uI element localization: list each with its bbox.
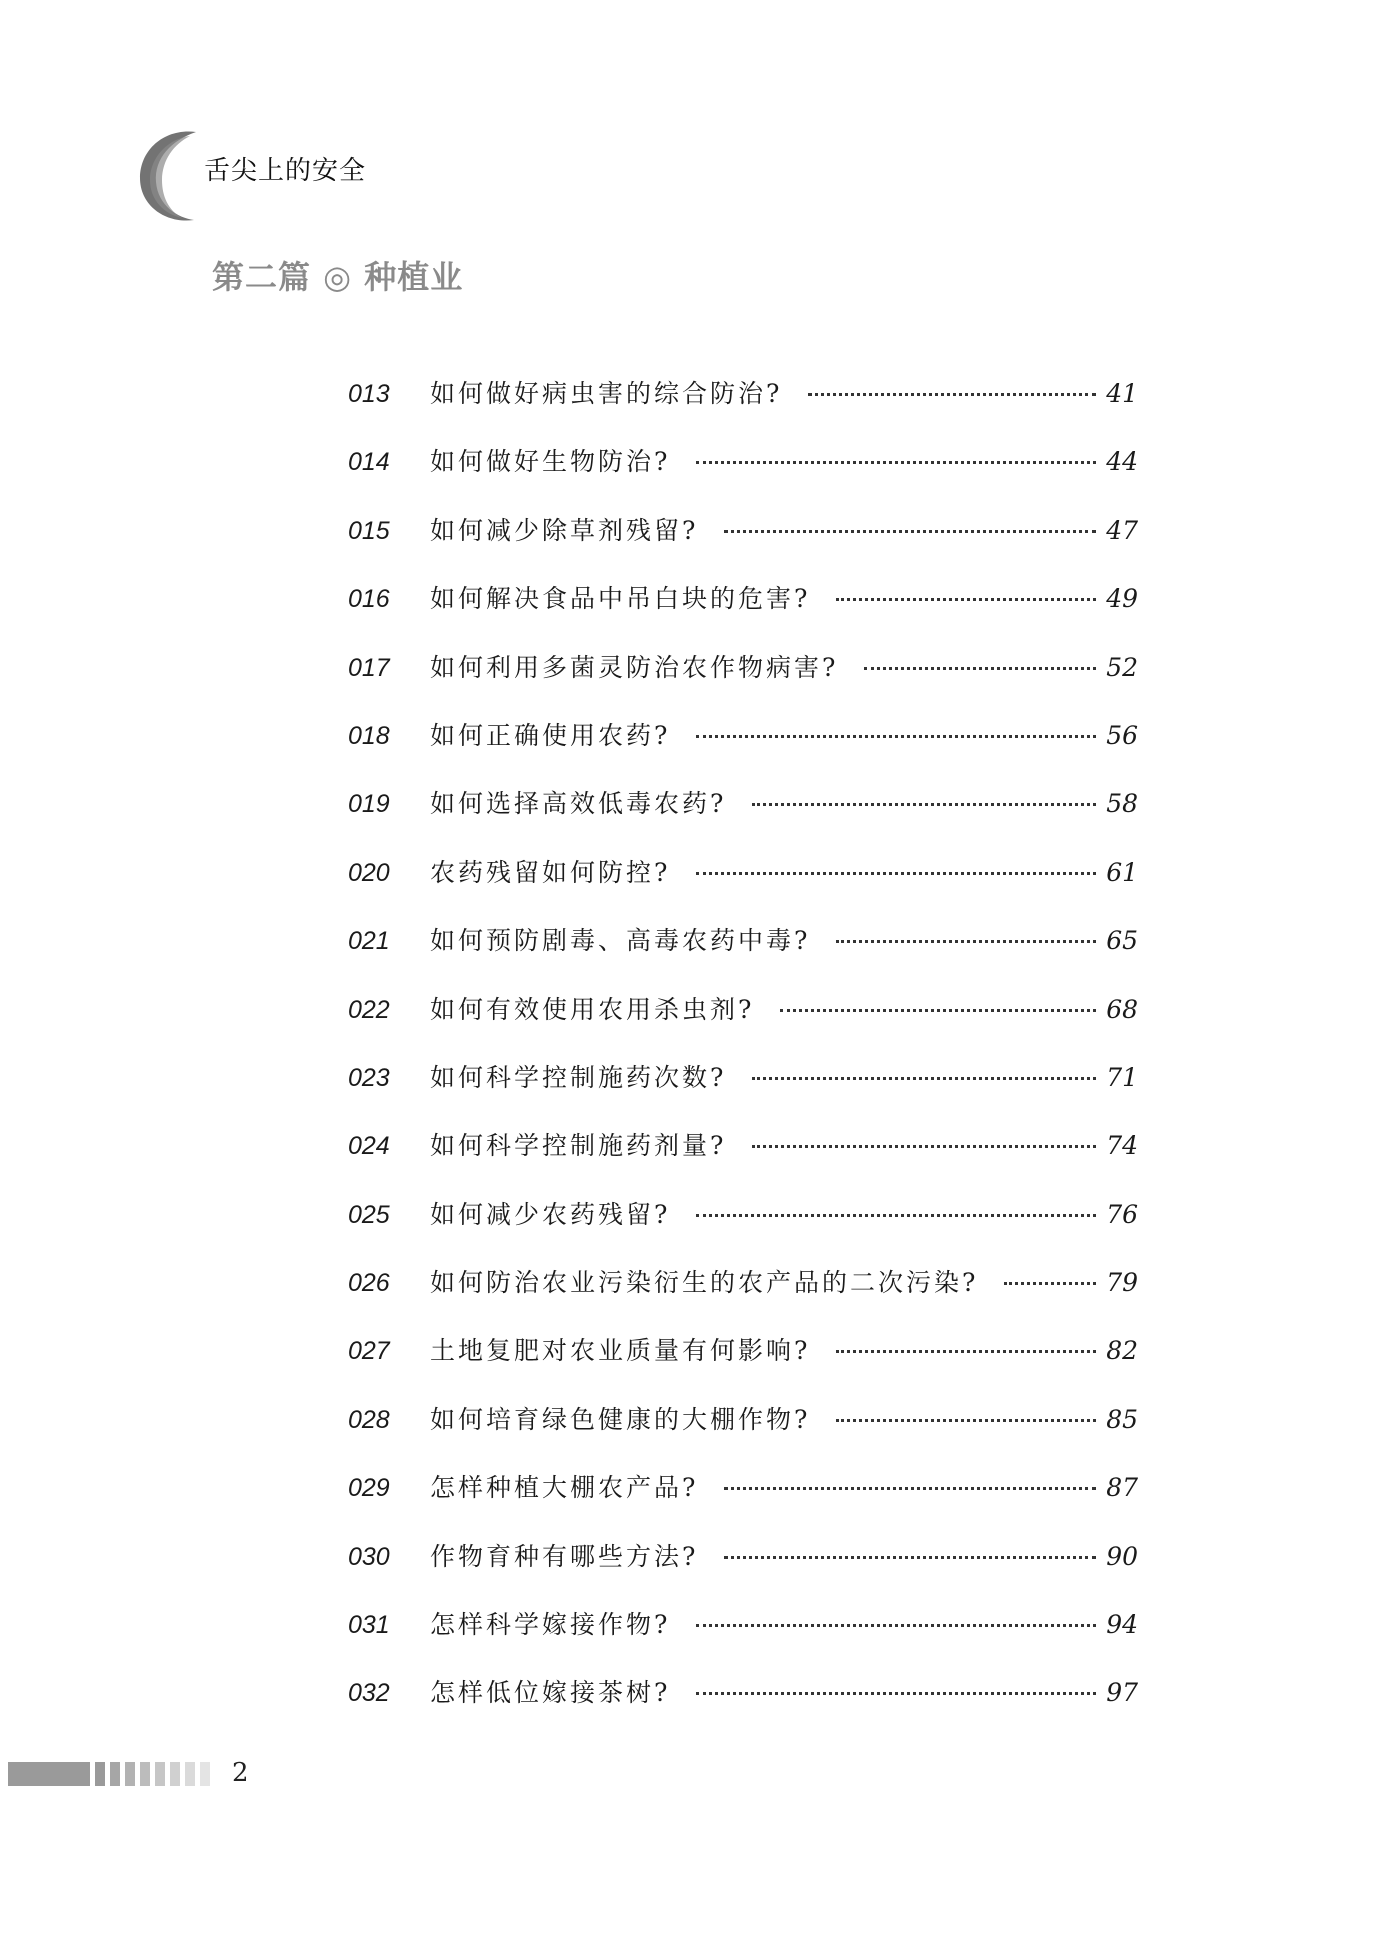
toc-entry-page: 44 (1106, 447, 1138, 477)
book-title: 舌尖上的安全 (204, 156, 367, 186)
toc-dot-leader (752, 1145, 1096, 1148)
toc-dot-leader (752, 1077, 1096, 1080)
toc-entry[interactable] (348, 579, 1138, 647)
toc-entry-number: 018 (348, 721, 390, 750)
toc-entry[interactable] (348, 1058, 1138, 1126)
toc-entry[interactable] (348, 853, 1138, 921)
bar-segment (155, 1762, 165, 1786)
toc-entry-page: 52 (1106, 652, 1138, 682)
toc-dot-leader (724, 1487, 1096, 1490)
bar-segment (170, 1762, 180, 1786)
toc-entry-number: 023 (348, 1063, 390, 1092)
toc-dot-leader (696, 735, 1096, 738)
toc-dot-leader (696, 872, 1096, 875)
toc-entry-number: 031 (348, 1611, 390, 1640)
toc-dot-leader (1004, 1282, 1096, 1285)
toc-entry-page: 90 (1106, 1541, 1138, 1571)
toc-entry-title: 如何解决食品中吊白块的危害? (430, 584, 811, 614)
bar-segment (95, 1762, 105, 1786)
toc-entry-page: 47 (1106, 515, 1138, 545)
toc-entry-number: 021 (348, 927, 390, 956)
toc-entry-number: 027 (348, 1337, 390, 1366)
toc-entry-title: 怎样科学嫁接作物? (430, 1610, 671, 1640)
toc-entry-page: 65 (1106, 926, 1138, 956)
toc-dot-leader (696, 461, 1096, 464)
toc-entry-number: 032 (348, 1679, 390, 1708)
bar-segment (125, 1762, 135, 1786)
toc-entry-title: 如何防治农业污染衍生的农产品的二次污染? (430, 1268, 979, 1298)
toc-entry-title: 怎样种植大棚农产品? (430, 1473, 699, 1503)
toc-dot-leader (696, 1214, 1096, 1217)
bar-segment (185, 1762, 195, 1786)
toc-dot-leader (752, 803, 1096, 806)
toc-dot-leader (836, 940, 1096, 943)
bar-segment (110, 1762, 120, 1786)
toc-entry-title: 如何正确使用农药? (430, 720, 671, 750)
toc-dot-leader (808, 393, 1096, 396)
toc-entry-title: 如何培育绿色健康的大棚作物? (430, 1404, 811, 1434)
toc-entry[interactable] (348, 716, 1138, 784)
toc-entry-title: 如何预防剧毒、高毒农药中毒? (430, 926, 811, 956)
bar-segment (140, 1762, 150, 1786)
toc-entry-title: 作物育种有哪些方法? (430, 1541, 699, 1571)
toc-entry-page: 68 (1106, 994, 1138, 1024)
toc-entry[interactable] (348, 1126, 1138, 1194)
toc-entry-page: 82 (1106, 1336, 1138, 1366)
toc-entry-title: 农药残留如何防控? (430, 857, 671, 887)
toc-entry[interactable] (348, 1331, 1138, 1399)
part-title: 第二篇 ◎ 种植业 (212, 258, 464, 296)
toc-entry[interactable] (348, 442, 1138, 510)
toc-entry-title: 如何减少农药残留? (430, 1199, 671, 1229)
toc-entry-page: 87 (1106, 1473, 1138, 1503)
toc-dot-leader (696, 1624, 1096, 1627)
toc-entry[interactable] (348, 648, 1138, 716)
toc-entry-number: 017 (348, 653, 390, 682)
toc-dot-leader (836, 1419, 1096, 1422)
toc-entry-number: 014 (348, 448, 390, 477)
toc-entry[interactable] (348, 1195, 1138, 1263)
page-number: 2 (232, 1758, 249, 1788)
toc-entry-page: 58 (1106, 789, 1138, 819)
table-of-contents (348, 374, 1138, 1742)
toc-dot-leader (864, 667, 1096, 670)
toc-entry-title: 如何科学控制施药次数? (430, 1062, 727, 1092)
toc-entry-page: 61 (1106, 857, 1138, 887)
toc-entry-page: 41 (1106, 379, 1138, 408)
toc-entry[interactable] (348, 1605, 1138, 1673)
toc-entry-title: 如何做好病虫害的综合防治? (430, 379, 783, 408)
toc-entry-title: 如何有效使用农用杀虫剂? (430, 994, 755, 1024)
toc-entry-number: 022 (348, 995, 390, 1024)
bar-segment (200, 1762, 210, 1786)
toc-entry[interactable] (348, 511, 1138, 579)
toc-entry[interactable] (348, 1468, 1138, 1536)
toc-entry[interactable] (348, 1673, 1138, 1741)
toc-entry-title: 如何减少除草剂残留? (430, 515, 699, 545)
toc-entry[interactable] (348, 1400, 1138, 1468)
bar-solid-block (8, 1762, 90, 1786)
toc-entry[interactable] (348, 990, 1138, 1058)
toc-entry-number: 013 (348, 380, 390, 408)
toc-entry-title: 如何选择高效低毒农药? (430, 789, 727, 819)
toc-entry[interactable] (348, 374, 1138, 442)
toc-dot-leader (724, 530, 1096, 533)
toc-entry-title: 如何利用多菌灵防治农作物病害? (430, 652, 839, 682)
toc-entry-number: 024 (348, 1132, 390, 1161)
toc-entry-page: 74 (1106, 1131, 1138, 1161)
toc-entry-title: 怎样低位嫁接茶树? (430, 1678, 671, 1708)
toc-entry-number: 019 (348, 790, 390, 819)
toc-entry-title: 如何做好生物防治? (430, 447, 671, 477)
toc-entry-page: 71 (1106, 1062, 1138, 1092)
toc-entry-number: 020 (348, 858, 390, 887)
toc-dot-leader (836, 1350, 1096, 1353)
toc-entry-number: 025 (348, 1200, 390, 1229)
toc-entry-page: 49 (1106, 584, 1138, 614)
toc-dot-leader (836, 598, 1096, 601)
toc-entry-title: 土地复肥对农业质量有何影响? (430, 1336, 811, 1366)
toc-entry-page: 94 (1106, 1610, 1138, 1640)
toc-entry-number: 026 (348, 1269, 390, 1298)
toc-entry-page: 56 (1106, 720, 1138, 750)
toc-entry-page: 97 (1106, 1678, 1138, 1708)
toc-entry-page: 76 (1106, 1199, 1138, 1229)
toc-entry-number: 028 (348, 1405, 390, 1434)
toc-entry[interactable] (348, 1537, 1138, 1605)
toc-dot-leader (696, 1692, 1096, 1695)
toc-entry-number: 030 (348, 1542, 390, 1571)
page-decoration-bar (8, 1762, 210, 1786)
toc-entry[interactable] (348, 921, 1138, 989)
toc-dot-leader (780, 1009, 1096, 1012)
toc-entry-number: 015 (348, 516, 390, 545)
toc-entry-page: 85 (1106, 1404, 1138, 1434)
toc-entry[interactable] (348, 784, 1138, 852)
toc-entry-title: 如何科学控制施药剂量? (430, 1131, 727, 1161)
toc-entry-page: 79 (1106, 1268, 1138, 1298)
toc-entry-number: 029 (348, 1474, 390, 1503)
toc-entry[interactable] (348, 1263, 1138, 1331)
toc-dot-leader (724, 1556, 1096, 1559)
toc-entry-number: 016 (348, 585, 390, 614)
